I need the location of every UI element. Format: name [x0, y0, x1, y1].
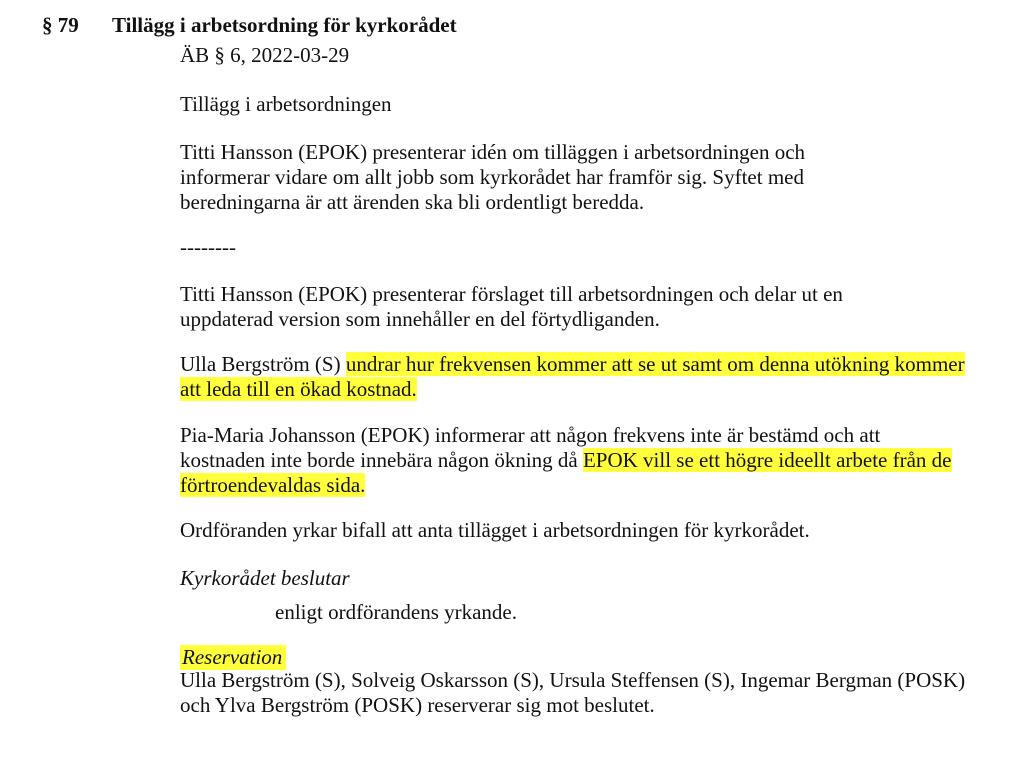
paragraph-2: Titti Hansson (EPOK) presenterar förslaget till arbetsordningen och delar ut en uppdaterad version som innehåller en del förtydliganden.	[180, 282, 843, 331]
separator-line: --------	[180, 235, 236, 259]
section-reference: ÄB § 6, 2022-03-29	[180, 43, 350, 67]
paragraph-3-highlight: undrar hur frekvensen kommer att se ut samt om denna utökning kommer att leda till en ökad kostnad.	[180, 352, 965, 401]
paragraph-3-text: Ulla Bergström (S)	[180, 352, 346, 376]
paragraph-3	[180, 352, 970, 402]
section-title: Tillägg i arbetsordning för kyrkorådet	[112, 13, 457, 37]
decision-text: enligt ordförandens yrkande.	[275, 600, 518, 624]
paragraph-4-highlight: EPOK vill se ett högre ideellt arbete från de förtroendevaldas sida.	[180, 448, 952, 497]
paragraph-5: Ordföranden yrkar bifall att anta tillägget i arbetsordningen för kyrkorådet.	[180, 518, 810, 542]
section-subtitle: Tillägg i arbetsordningen	[180, 92, 392, 116]
reservation-text: Ulla Bergström (S), Solveig Oskarsson (S), Ursula Steffensen (S), Ingemar Bergman (POSK) och Ylva Bergström (POSK) reserverar sig mot beslutet.	[180, 668, 966, 717]
reservation-label: Reservation	[180, 645, 286, 670]
paragraph-4	[180, 423, 970, 498]
section-number: § 79	[42, 13, 79, 37]
paragraph-1: Titti Hansson (EPOK) presenterar idén om tilläggen i arbetsordningen och informerar vidare om allt jobb som kyrkorådet har framför sig. Syftet med beredningarna är att ärenden ska bli ordentligt beredda.	[180, 140, 806, 214]
paragraph-4-text: Pia-Maria Johansson (EPOK) informerar att någon frekvens inte är bestämd och att kostnaden inte borde innebära någon ökning då	[180, 423, 881, 472]
decision-label: Kyrkorådet beslutar	[180, 566, 350, 590]
